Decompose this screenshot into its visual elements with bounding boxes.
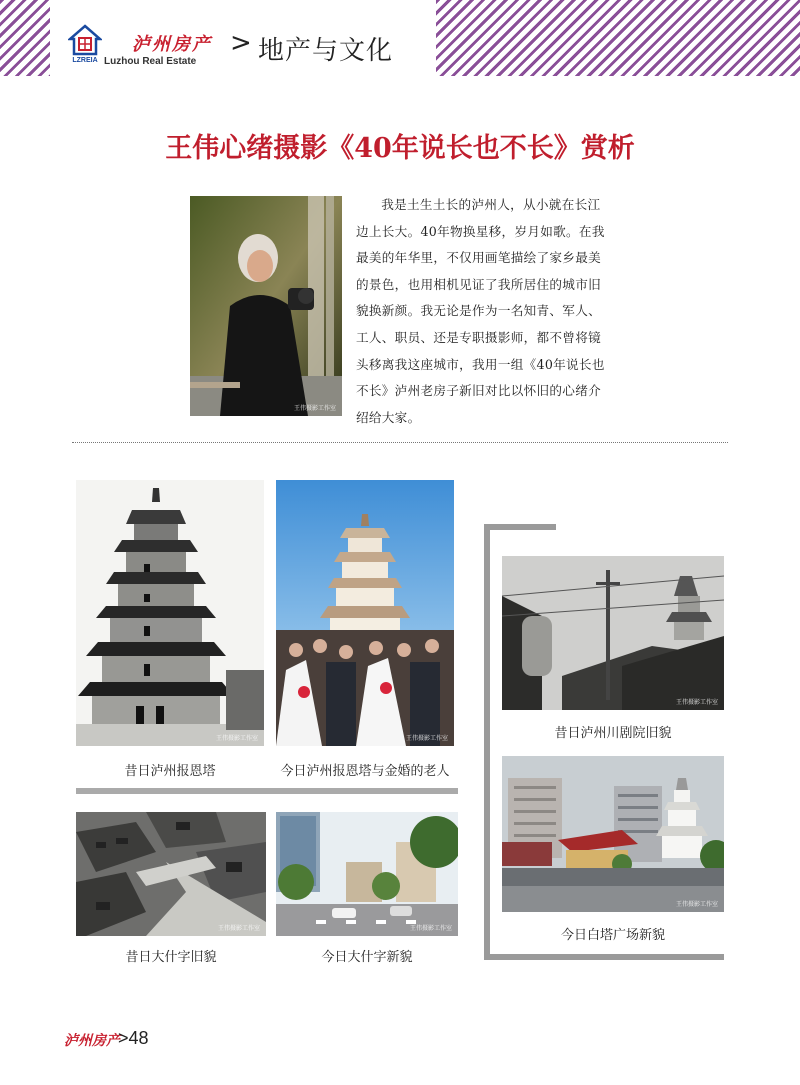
header-stripe-left [0,0,50,76]
brand-name-cn: 泸州房产 [132,34,212,55]
new-crossroad-image [276,812,458,936]
watermark: 王伟摄影工作室 [215,735,258,742]
photographer-portrait [190,196,342,416]
gray-divider-bar [76,788,458,794]
header-stripe-right [436,0,800,76]
caption-crossroad-old: 昔日大什字旧貌 [125,950,217,965]
photo-crossroad-new [276,812,458,936]
footer-brand: 泸州房产 [64,1033,120,1049]
watermark: 王伟摄影工作室 [293,405,336,412]
portrait-image [190,196,342,416]
new-plaza-image [502,756,724,912]
caption-opera-old: 昔日泸州川剧院旧貌 [554,726,672,741]
photo-crossroad-old [76,812,266,936]
photo-pagoda-new [276,480,454,746]
frame-bar-top [484,524,556,530]
article-title: 王伟心绪摄影《40年说长也不长》赏析 [165,133,635,164]
watermark: 王伟摄影工作室 [675,901,718,908]
watermark: 王伟摄影工作室 [409,925,452,932]
caption-pagoda-new: 今日泸州报恩塔与金婚的老人 [280,764,450,779]
caption-pagoda-old: 昔日泸州报恩塔 [124,764,216,779]
old-opera-image [502,556,724,710]
photo-pagoda-old [76,480,264,746]
frame-bar-left [484,524,490,960]
old-pagoda-image [76,480,264,746]
old-crossroad-image [76,812,266,936]
house-logo-icon [68,24,102,64]
dotted-divider [72,442,728,443]
watermark: 王伟摄影工作室 [217,925,260,932]
header-separator: > [230,28,252,58]
frame-bar-bottom [484,954,724,960]
brand-name-en: Luzhou Real Estate [104,56,197,67]
watermark: 王伟摄影工作室 [405,735,448,742]
intro-paragraph: 我是土生土长的泸州人，从小就在长江边上长大。40年物换星移，岁月如歌。在我最美的年华里，不仅用画笔描绘了家乡最美的景色，也用相机见证了我所居住的城市旧貌换新颜。我无论是作为一名知青、军人、工人、职员、还是专职摄影师，都不曾将镜头移离我这座城市，我用一组《40年说长也不长》泸州老房子新旧对比以怀旧的心绪介绍给大家。 [356,197,605,425]
logo-abbr: LZREIA [72,57,98,64]
photo-opera-old [502,556,724,710]
page-number: >48 [118,1028,149,1048]
new-pagoda-image [276,480,454,746]
caption-plaza-new: 今日白塔广场新貌 [560,928,665,943]
photo-plaza-new [502,756,724,912]
caption-crossroad-new: 今日大什字新貌 [321,950,413,965]
watermark: 王伟摄影工作室 [675,699,718,706]
section-title: 地产与文化 [258,36,394,66]
